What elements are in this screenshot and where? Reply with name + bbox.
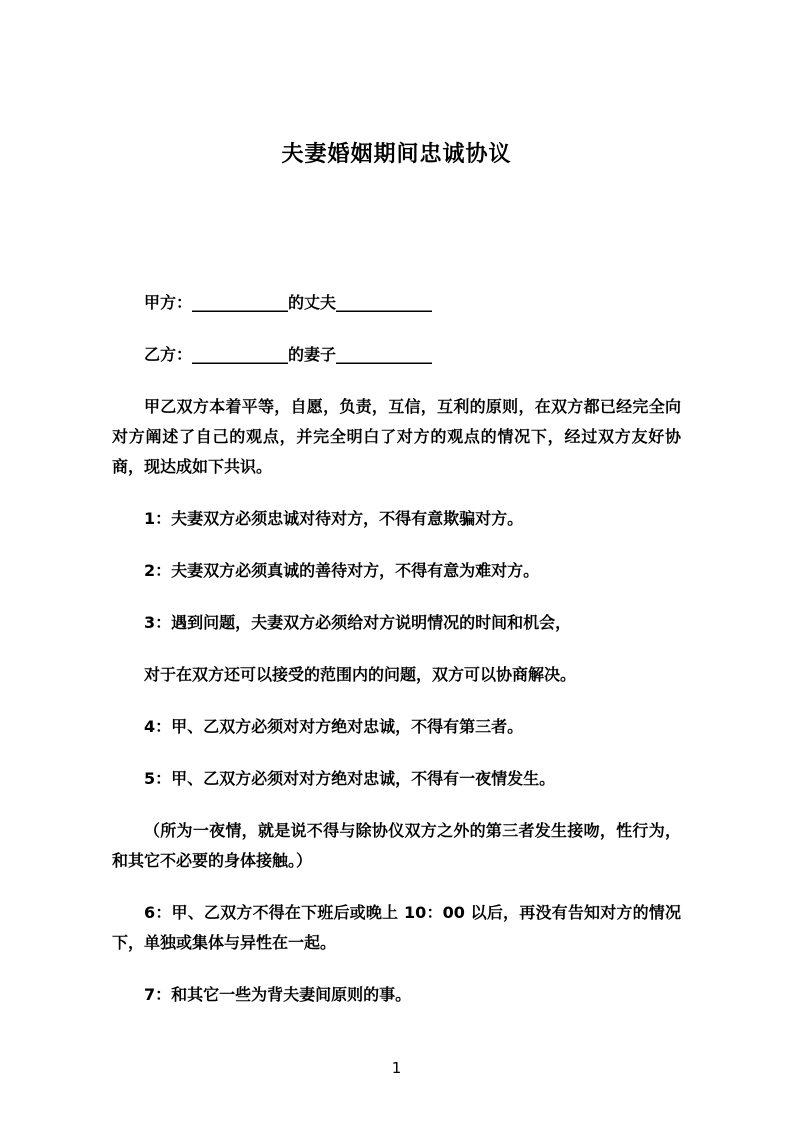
clause-5-note: （所为一夜情，就是说不得与除协仪双方之外的第三者发生接吻，性行为，和其它不必要的身体接触。）	[112, 821, 681, 870]
page-number: 1	[391, 1059, 402, 1077]
document-title: 夫妻婚姻期间忠诚协议	[281, 142, 512, 167]
party-b-line: 乙方：____________的妻子____________	[144, 345, 433, 364]
intro-paragraph: 甲乙双方本着平等，自愿，负责，互信，互利的原则，在双方都已经完全向对方阐述了自己的观点，并完全明白了对方的观点的情况下，经过双方友好协商，现达成如下共识。	[112, 397, 681, 476]
clause-6: 6：甲、乙双方不得在下班后或晚上 10：00 以后，再没有告知对方的情况下，单独或集体与异性在一起。	[112, 903, 681, 952]
clause-3: 3：遇到问题，夫妻双方必须给对方说明情况的时间和机会，	[144, 613, 572, 632]
clause-3-continuation: 对于在双方还可以接受的范围内的问题，双方可以协商解决。	[144, 665, 577, 684]
party-a-line: 甲方：____________的丈夫____________	[144, 293, 433, 312]
clause-1: 1：夫妻双方必须忠诚对待对方，不得有意欺骗对方。	[144, 509, 524, 528]
clause-2: 2：夫妻双方必须真诚的善待对方，不得有意为难对方。	[144, 561, 540, 580]
clause-4: 4：甲、乙双方必须对对方绝对忠诚，不得有第三者。	[144, 717, 524, 736]
clause-7: 7：和其它一些为背夫妻间原则的事。	[144, 985, 412, 1004]
clause-5: 5：甲、乙双方必须对对方绝对忠诚，不得有一夜情发生。	[144, 769, 556, 788]
